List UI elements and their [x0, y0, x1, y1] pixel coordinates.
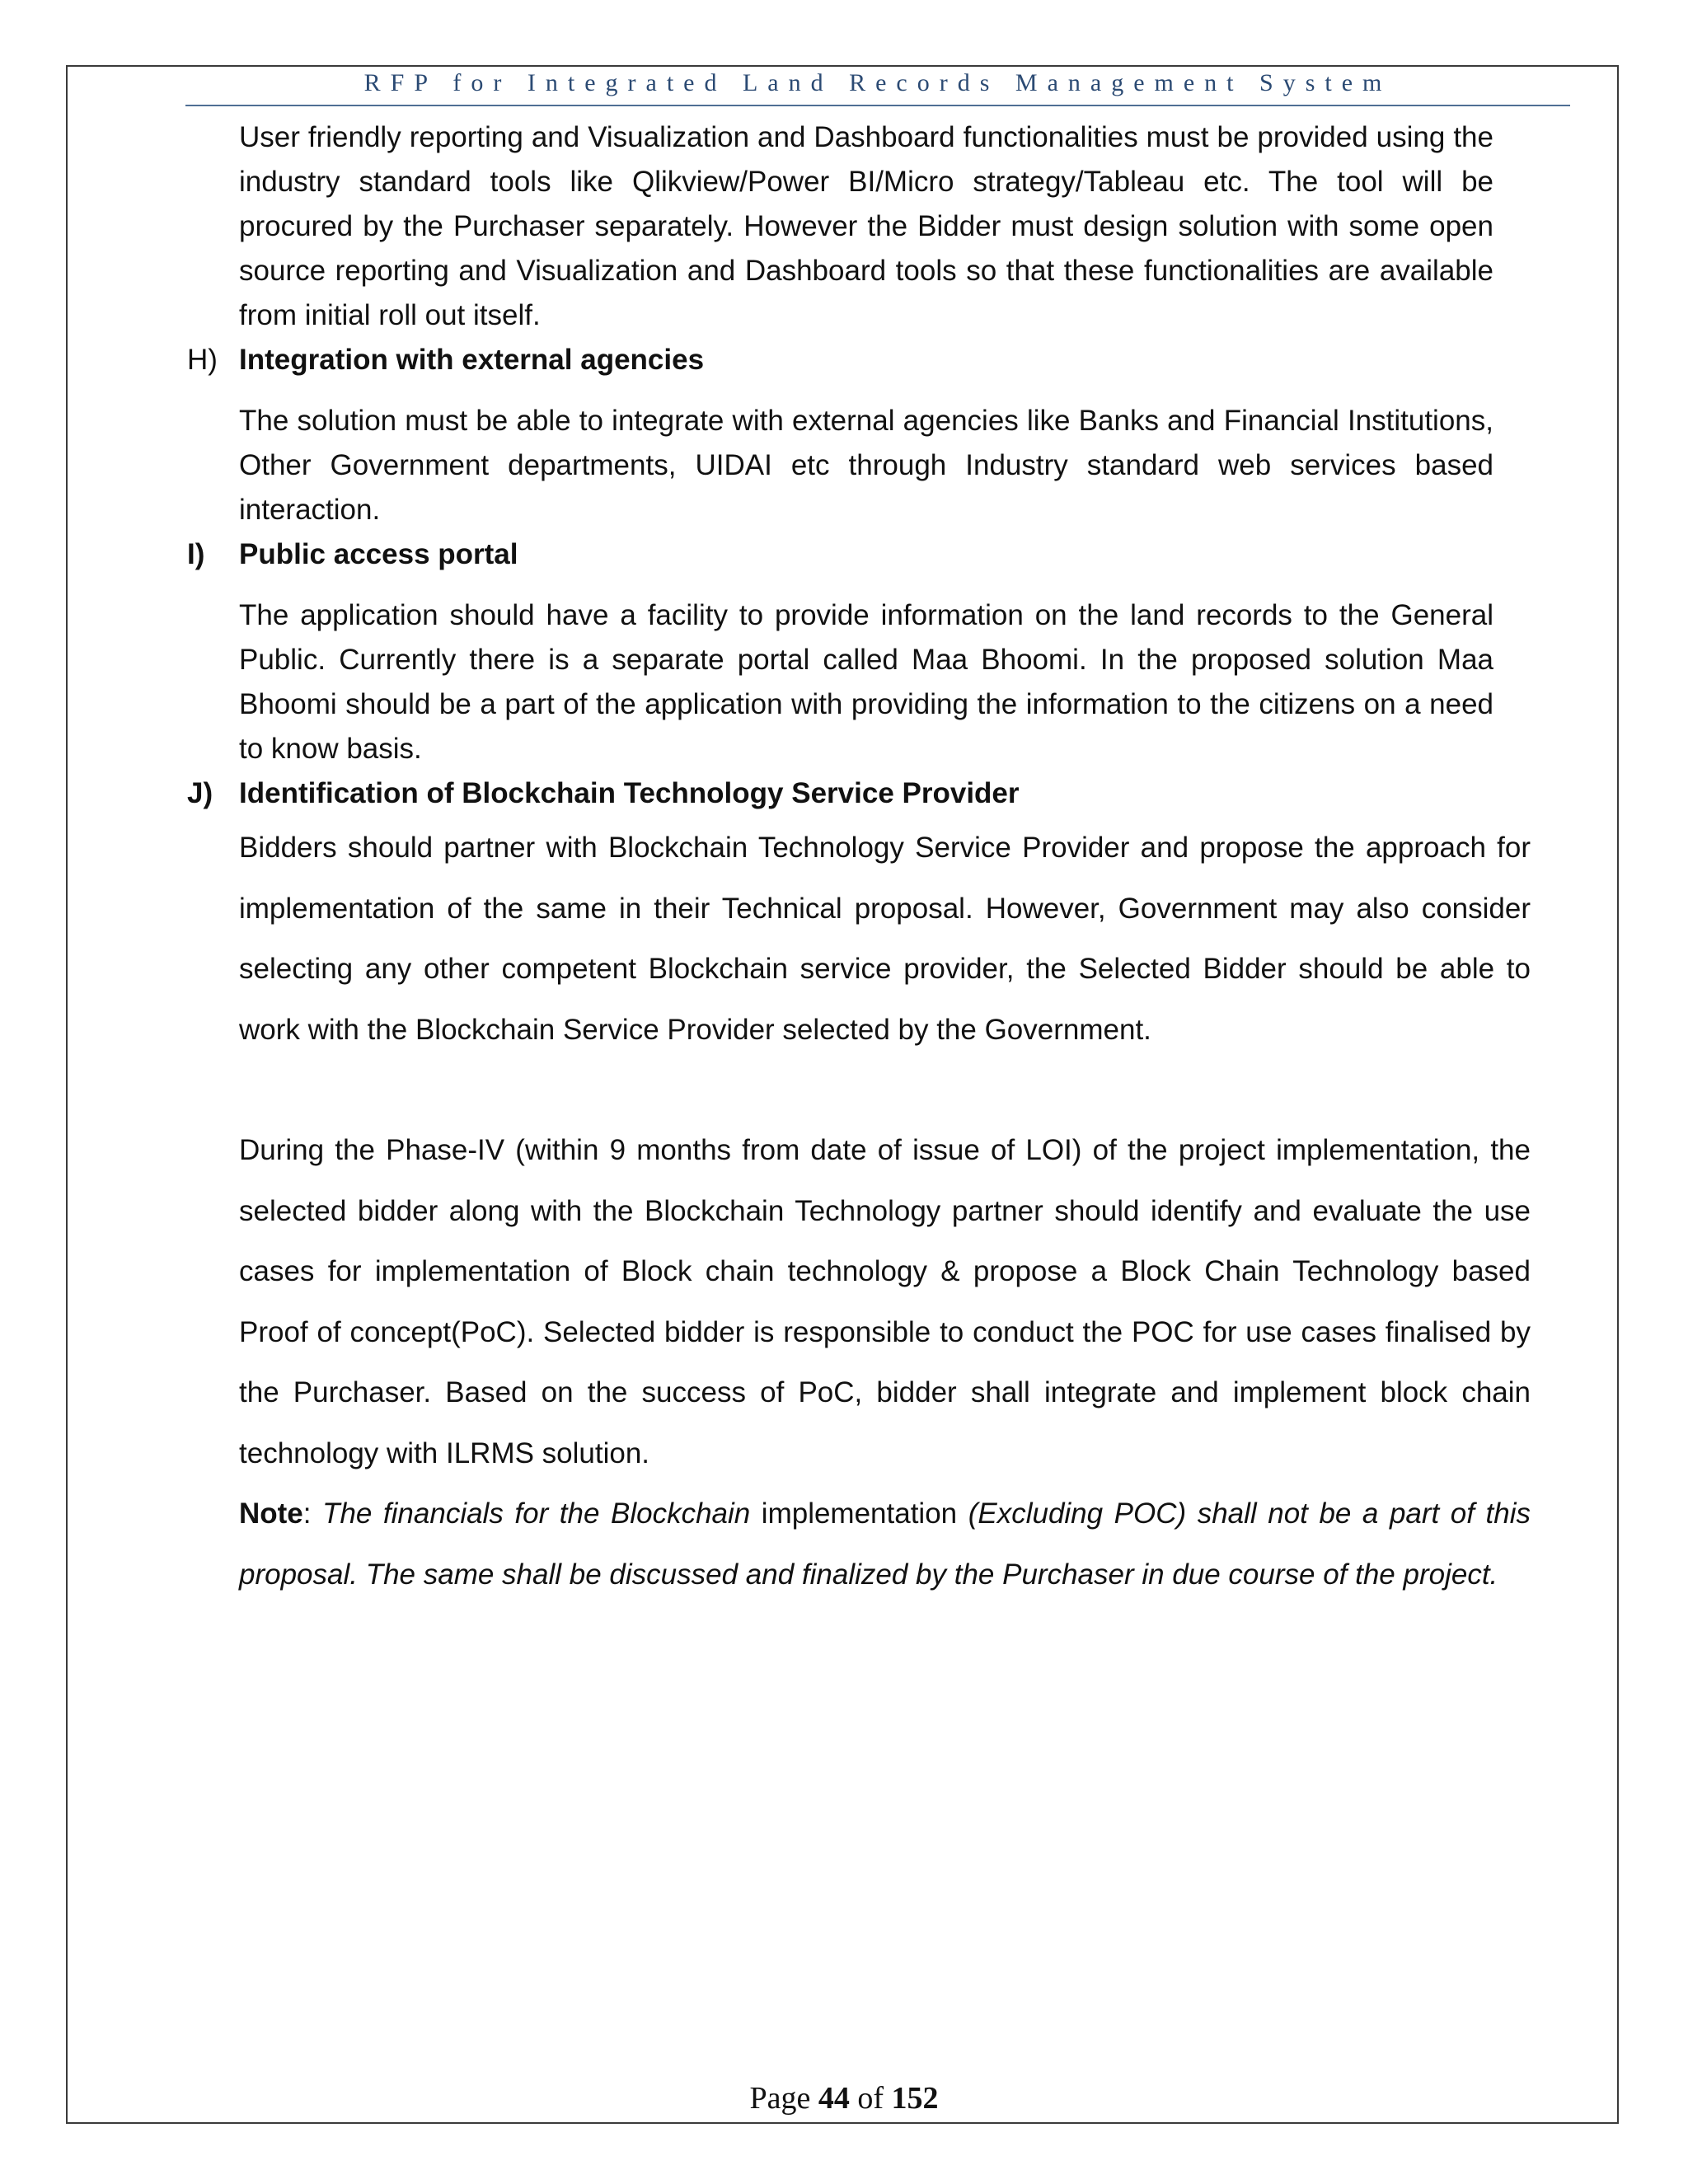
section-h-paragraph: The solution must be able to integrate with external agencies like Banks and Financial Institutions, Other Government departments, UIDAI etc through Industry standard web services based interaction.: [239, 405, 1493, 526]
note-colon: :: [302, 1497, 323, 1530]
note-italic-2: (Excluding POC) shall not be a part of this proposal. The same shall be discussed and finalized by the Purchaser in due course of the project.: [239, 1497, 1531, 1591]
page-number: [0, 2080, 1688, 2116]
section-j-heading: [185, 771, 1529, 816]
section-h-heading: [185, 338, 1529, 382]
page-prefix: Page: [749, 2081, 818, 2116]
section-j-paragraph-2: During the Phase-IV (within 9 months from date of issue of LOI) of the project implementation, the selected bidder along with the Blockchain Technology partner should identify and evaluate the use cases for implementation of Block chain technology & propose a Block Chain Technology based Proof of concept(PoC). Selected bidder is responsible to conduct the POC for use cases finalised by the Purchaser. Based on the success of PoC, bidder shall integrate and implement block chain technology with ILRMS solution.: [239, 1134, 1531, 1469]
header-rule: [185, 105, 1570, 106]
intro-paragraph: User friendly reporting and Visualization and Dashboard functionalities must be provided using the industry standard tools like Qlikview/Power BI/Micro strategy/Tableau etc. The tool will be procured by the Purchaser separately. However the Bidder must design solution with some open source reporting and Visualization and Dashboard tools so that these functionalities are available from initial roll out itself.: [239, 121, 1493, 331]
note-italic-1: The financials for the Blockchain: [322, 1497, 751, 1530]
note-plain: implementation: [750, 1497, 968, 1530]
document-body: [185, 115, 1529, 1605]
running-header: RFP for Integrated Land Records Management System: [363, 69, 1392, 96]
section-j-title: Identification of Blockchain Technology Service Provider: [239, 777, 1020, 809]
section-h-title: Integration with external agencies: [239, 344, 705, 376]
section-j-paragraph-1: Bidders should partner with Blockchain Technology Service Provider and propose the approach for implementation of the same in their Technical proposal. However, Government may also consider selecting any other competent Blockchain service provider, the Selected Bidder should be able to work with the Blockchain Service Provider selected by the Government.: [239, 832, 1531, 1046]
note-label: Note: [239, 1497, 303, 1530]
page-of: of: [849, 2081, 892, 2116]
section-h-letter: H): [187, 344, 218, 376]
section-i-title: Public access portal: [239, 538, 518, 570]
note-paragraph: [239, 1483, 1531, 1605]
section-j-letter: J): [187, 777, 213, 809]
section-i-paragraph: The application should have a facility to provide information on the land records to the General Public. Currently there is a separate portal called Maa Bhoomi. In the proposed solution Maa Bhoomi should be a part of the application with providing the information to the citizens on a need to know basis.: [239, 599, 1493, 765]
page-current: 44: [818, 2081, 850, 2116]
page-total: 152: [891, 2081, 939, 2116]
section-i-heading: [185, 532, 1529, 577]
section-i-letter: I): [187, 538, 205, 570]
